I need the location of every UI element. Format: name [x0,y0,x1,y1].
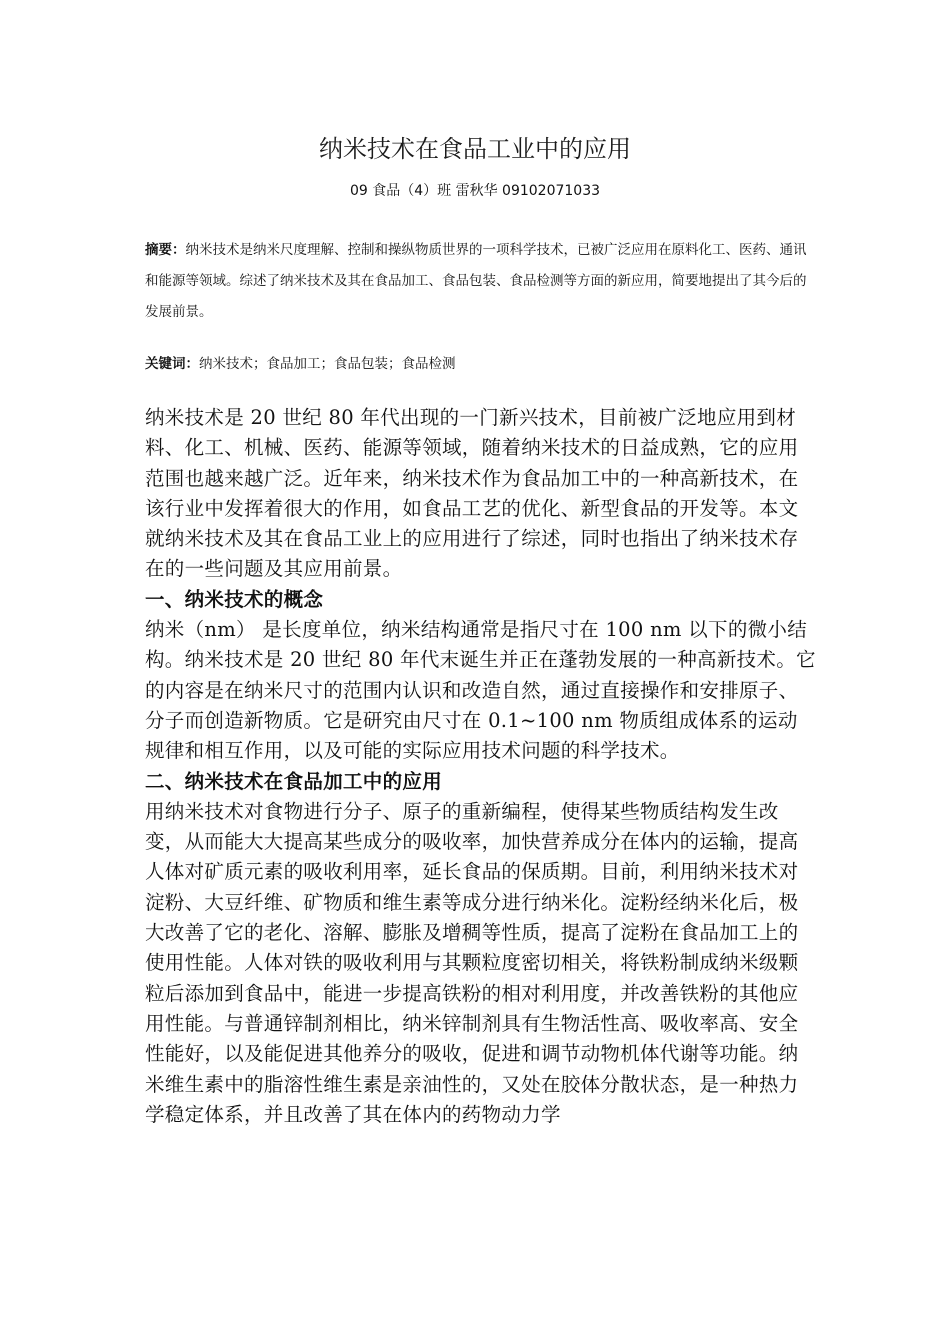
keywords-label: 关键词： [145,356,199,372]
abstract-label: 摘要： [145,242,186,258]
section-paragraph: 纳米（nm） 是长度单位，纳米结构通常是指尺寸在 100 nm 以下的微小结构。纳米技术是 20 世纪 80 年代末诞生并正在蓬勃发展的一种高新技术。它的内容是在纳米尺寸的范围内认识和改造自然，通过直接操作和安排原子、分子而创造新物质。它是研究由尺寸在 0.1~100 nm 物质组成体系的运动规律和相互作用，以及可能的实际应用技术问题的科学技术。 [145,618,816,763]
section-heading: 一、纳米技术的概念 [145,587,324,611]
keywords-block [145,349,809,380]
body-text [145,403,817,1130]
abstract-block [145,235,809,328]
keywords-text: 纳米技术；食品加工；食品包装；食品检测 [199,356,456,372]
author-line: 09 食品（4）班 雷秋华 09102071033 [349,183,601,199]
section-paragraph: 用纳米技术对食物进行分子、原子的重新编程，使得某些物质结构发生改变，从而能大大提高某些成分的吸收率，加快营养成分在体内的运输，提高人体对矿质元素的吸收利用率，延长食品的保质期。目前，利用纳米技术对淀粉、大豆纤维、矿物质和维生素等成分进行纳米化。淀粉经纳米化后，极大改善了它的老化、溶解、膨胀及增稠等性质，提高了淀粉在食品加工上的使用性能。人体对铁的吸收利用与其颗粒度密切相关，将铁粉制成纳米级颗粒后添加到食品中，能进一步提高铁粉的相对利用度，并改善铁粉的其他应用性能。与普通锌制剂相比，纳米锌制剂具有生物活性高、吸收率高、安全性能好，以及能促进其他养分的吸收，促进和调节动物机体代谢等功能。纳米维生素中的脂溶性维生素是亲油性的，又处在胶体分散状态，是一种热力学稳定体系，并且改善了其在体内的药物动力学 [145,799,799,1126]
abstract-text: 纳米技术是纳米尺度理解、控制和操纵物质世界的一项科学技术，已被广泛应用在原料化工、医药、通讯和能源等领域。综述了纳米技术及其在食品加工、食品包装、食品检测等方面的新应用，简要地提出了其今后的发展前景。 [145,242,807,320]
section-heading: 二、纳米技术在食品加工中的应用 [145,769,443,793]
intro-paragraph: 纳米技术是 20 世纪 80 年代出现的一门新兴技术，目前被广泛地应用到材料、化工、机械、医药、能源等领域，随着纳米技术的日益成熟，它的应用范围也越来越广泛。近年来，纳米技术作为食品加工中的一种高新技术，在该行业中发挥着很大的作用，如食品工艺的优化、新型食品的开发等。本文就纳米技术及其在食品工业上的应用进行了综述，同时也指出了纳米技术存在的一些问题及其应用前景。 [145,406,799,581]
document-title: 纳米技术在食品工业中的应用 [319,135,631,163]
